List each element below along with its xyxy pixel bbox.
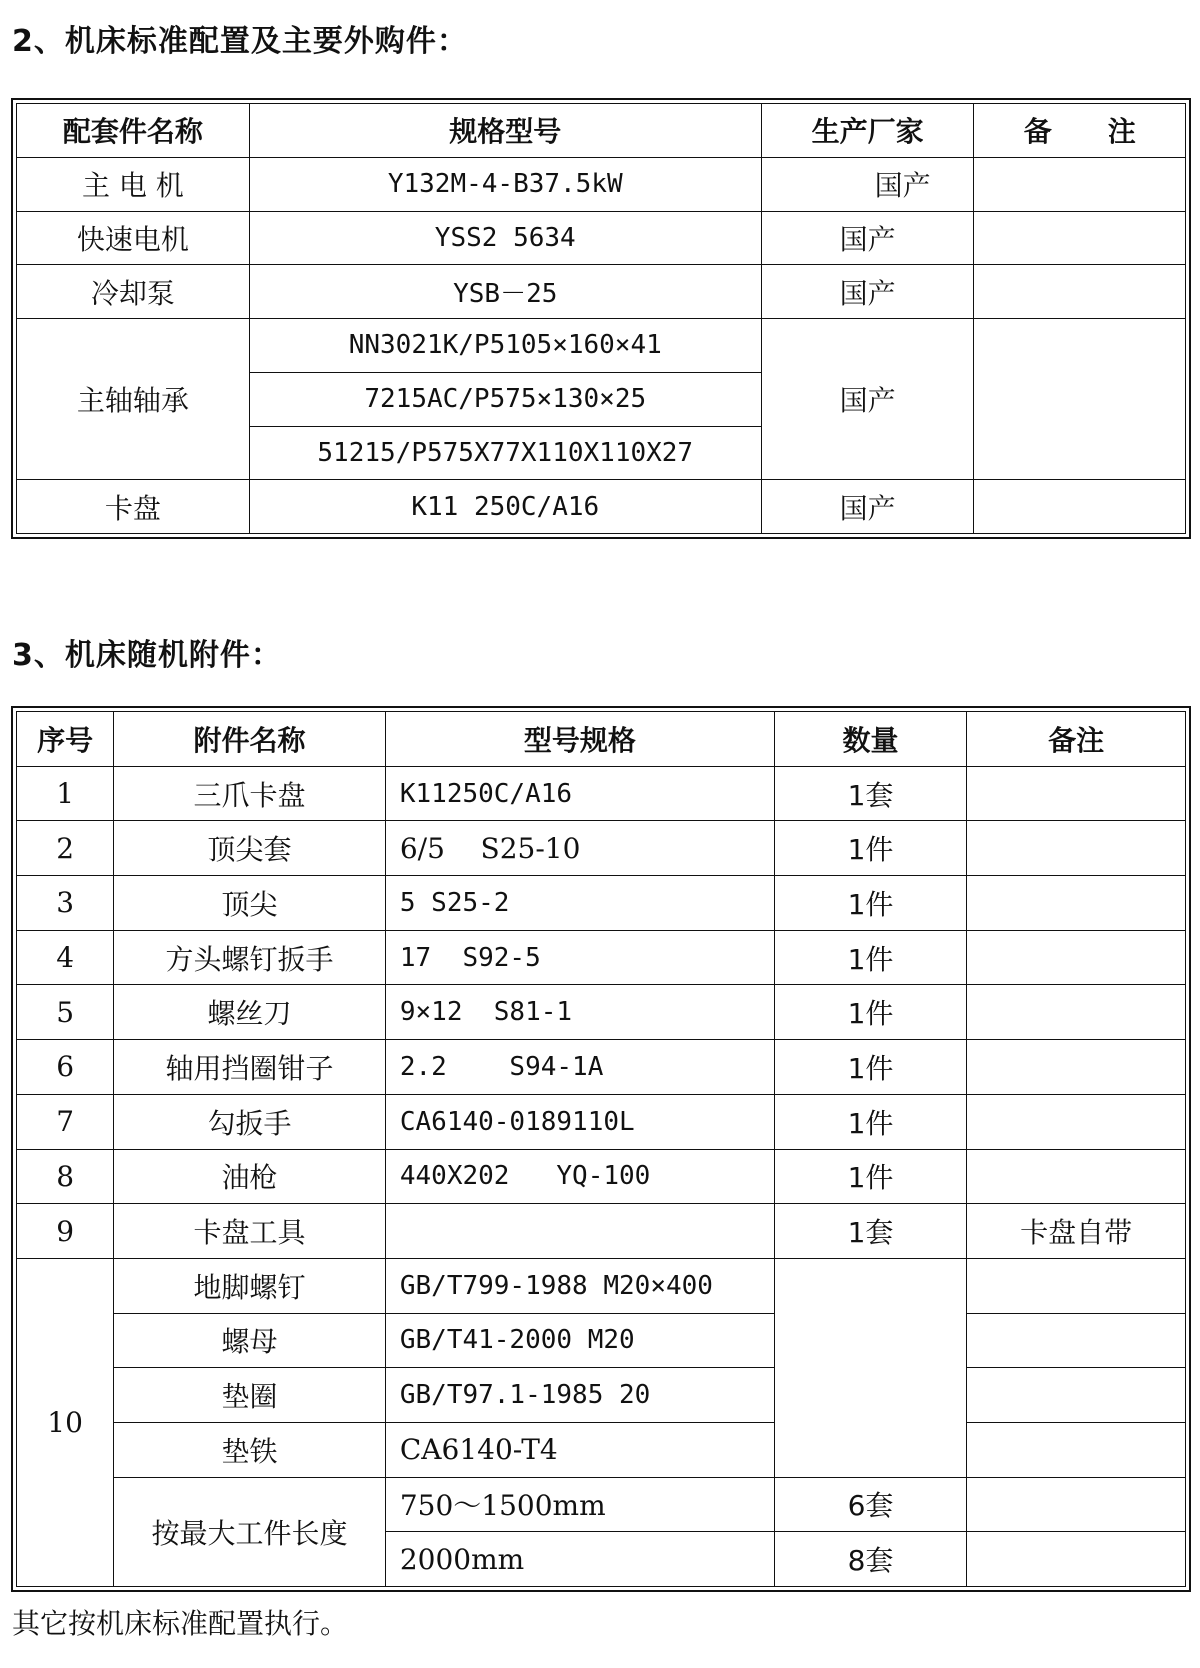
table-row: [17, 1313, 1186, 1368]
accessory-qty: 1件: [774, 1094, 966, 1149]
col-header-no: 序号: [17, 712, 114, 767]
accessory-note: [967, 1258, 1186, 1313]
accessory-name: 垫圈: [114, 1368, 386, 1423]
row-number: 10: [17, 1258, 114, 1586]
standard-config-table: [16, 103, 1186, 534]
accessory-name: 方头螺钉扳手: [114, 930, 386, 985]
accessory-note: [967, 766, 1186, 821]
accessory-qty: 1件: [774, 821, 966, 876]
table-row: [17, 766, 1186, 821]
section-2-title: 2、机床标准配置及主要外购件：: [12, 24, 468, 59]
table-row: [17, 1149, 1186, 1204]
part-name: 快速电机: [17, 211, 250, 265]
accessory-spec: K11250C/A16: [385, 766, 774, 821]
accessory-qty: 1件: [774, 985, 966, 1040]
accessory-note: [967, 1149, 1186, 1204]
row-number: 9: [17, 1204, 114, 1259]
part-spec: Y132M-4-B37.5kW: [249, 157, 761, 211]
part-spec: 7215AC/P575×130×25: [249, 372, 761, 426]
col-header-remarks: 备注: [967, 712, 1186, 767]
accessory-qty: 1件: [774, 876, 966, 931]
accessory-note: [967, 876, 1186, 931]
accessory-qty: 1件: [774, 1040, 966, 1095]
accessory-spec: GB/T97.1-1985 20: [385, 1368, 774, 1423]
accessory-spec: CA6140-T4: [385, 1422, 774, 1477]
accessory-qty: 8套: [774, 1532, 966, 1587]
accessories-table: [16, 711, 1186, 1587]
accessory-qty: 1套: [774, 766, 966, 821]
accessory-spec: 2.2 S94-1A: [385, 1040, 774, 1095]
part-name: 主 电 机: [17, 157, 250, 211]
table-row: [17, 821, 1186, 876]
table-header-row: [17, 104, 1186, 158]
accessory-spec: 5 S25-2: [385, 876, 774, 931]
footer-note: 其它按机床标准配置执行。: [12, 1607, 349, 1640]
col-header-model-spec: 型号规格: [385, 712, 774, 767]
accessory-note: [967, 1532, 1186, 1587]
accessory-name: 三爪卡盘: [114, 766, 386, 821]
part-name: 冷却泵: [17, 265, 250, 319]
accessory-spec: 750～1500mm: [385, 1477, 774, 1532]
accessory-spec: GB/T799-1988 M20×400: [385, 1258, 774, 1313]
accessory-spec: 6/5 S25-10: [385, 821, 774, 876]
part-spec: YSS2 5634: [249, 211, 761, 265]
accessories-table-frame: [11, 706, 1191, 1592]
part-maker: 国产: [761, 319, 974, 480]
accessory-name: 卡盘工具: [114, 1204, 386, 1259]
part-note: [974, 157, 1186, 211]
accessory-qty: 6套: [774, 1477, 966, 1532]
accessory-name: 勾扳手: [114, 1094, 386, 1149]
accessory-name: 垫铁: [114, 1422, 386, 1477]
row-number: 6: [17, 1040, 114, 1095]
table-row: [17, 480, 1186, 534]
table-row: [17, 1368, 1186, 1423]
part-spec: YSB－25: [249, 265, 761, 319]
section-3-title: 3、机床随机附件：: [12, 638, 282, 673]
row-number: 4: [17, 930, 114, 985]
col-header-part-name: 配套件名称: [17, 104, 250, 158]
standard-config-table-frame: [11, 98, 1191, 539]
accessory-name: 按最大工件长度: [114, 1477, 386, 1586]
part-name: 主轴轴承: [17, 319, 250, 480]
row-number: 5: [17, 985, 114, 1040]
accessory-name: 轴用挡圈钳子: [114, 1040, 386, 1095]
col-header-quantity: 数量: [774, 712, 966, 767]
accessory-note: [967, 1368, 1186, 1423]
accessory-spec: 9×12 S81-1: [385, 985, 774, 1040]
part-spec: NN3021K/P5105×160×41: [249, 319, 761, 373]
table-row: [17, 1258, 1186, 1313]
accessory-name: 顶尖套: [114, 821, 386, 876]
accessory-note: [967, 1477, 1186, 1532]
accessory-name: 地脚螺钉: [114, 1258, 386, 1313]
col-header-spec: 规格型号: [249, 104, 761, 158]
part-note: [974, 265, 1186, 319]
accessory-name: 油枪: [114, 1149, 386, 1204]
part-maker: 国产: [761, 211, 974, 265]
accessory-qty: [774, 1258, 966, 1477]
accessory-spec: CA6140-0189110L: [385, 1094, 774, 1149]
table-row: [17, 1094, 1186, 1149]
table-row: [17, 265, 1186, 319]
accessory-note: 卡盘自带: [967, 1204, 1186, 1259]
accessory-note: [967, 930, 1186, 985]
table-row: [17, 319, 1186, 373]
accessory-note: [967, 1313, 1186, 1368]
col-header-accessory-name: 附件名称: [114, 712, 386, 767]
accessory-spec: [385, 1204, 774, 1259]
part-spec: 51215/P575X77X110X110X27: [249, 426, 761, 480]
part-note: [974, 211, 1186, 265]
accessory-spec: 17 S92-5: [385, 930, 774, 985]
accessory-spec: 2000mm: [385, 1532, 774, 1587]
row-number: 7: [17, 1094, 114, 1149]
part-spec: K11 250C/A16: [249, 480, 761, 534]
table-row: [17, 985, 1186, 1040]
accessory-name: 顶尖: [114, 876, 386, 931]
row-number: 3: [17, 876, 114, 931]
table-row: [17, 1040, 1186, 1095]
col-header-note: 备 注: [974, 104, 1186, 158]
col-header-maker: 生产厂家: [761, 104, 974, 158]
accessory-spec: 440X202 YQ-100: [385, 1149, 774, 1204]
accessory-name: 螺母: [114, 1313, 386, 1368]
row-number: 8: [17, 1149, 114, 1204]
row-number: 1: [17, 766, 114, 821]
part-maker: 国产: [761, 265, 974, 319]
accessory-qty: 1件: [774, 930, 966, 985]
table-row: [17, 930, 1186, 985]
accessory-name: 螺丝刀: [114, 985, 386, 1040]
accessory-note: [967, 821, 1186, 876]
table-header-row: [17, 712, 1186, 767]
accessory-qty: 1套: [774, 1204, 966, 1259]
part-maker: 国产: [761, 480, 974, 534]
accessory-note: [967, 1422, 1186, 1477]
part-name: 卡盘: [17, 480, 250, 534]
row-number: 2: [17, 821, 114, 876]
table-row: [17, 211, 1186, 265]
accessory-spec: GB/T41-2000 M20: [385, 1313, 774, 1368]
accessory-note: [967, 985, 1186, 1040]
table-row: [17, 1422, 1186, 1477]
accessory-qty: 1件: [774, 1149, 966, 1204]
part-note: [974, 319, 1186, 480]
accessory-note: [967, 1094, 1186, 1149]
table-row: [17, 1204, 1186, 1259]
part-note: [974, 480, 1186, 534]
table-row: [17, 157, 1186, 211]
table-row: [17, 1477, 1186, 1532]
table-row: [17, 876, 1186, 931]
accessory-note: [967, 1040, 1186, 1095]
part-maker: 国产: [761, 157, 974, 211]
